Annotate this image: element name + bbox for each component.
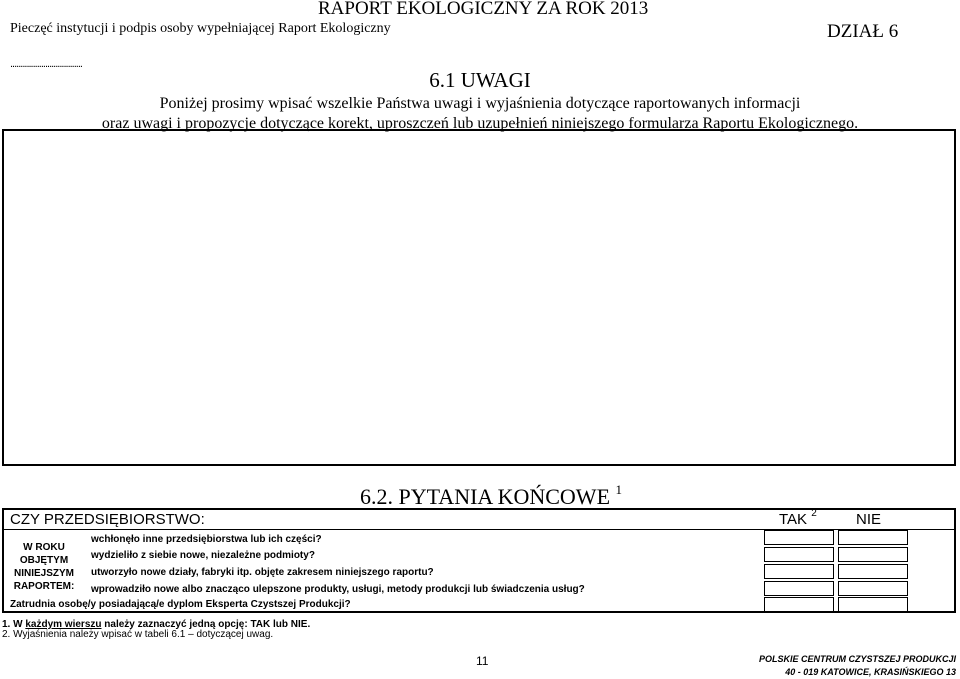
section-1-instruction-line1: Poniżej prosimy wpisać wszelkie Państwa uwagi i wyjaśnienia dotyczące raportowanych informacji	[159, 95, 801, 112]
stamp-label: Pieczęć instytucji i podpis osoby wypełniającej Raport Ekologiczny	[10, 21, 391, 36]
footnote-2: 2. Wyjaśnienia należy wpisać w tabeli 6.1 – dotyczącej uwag.	[2, 629, 274, 640]
table-header-yes-text: TAK	[779, 511, 808, 528]
checkbox-yes-3[interactable]	[764, 564, 834, 579]
checkbox-no-2[interactable]	[838, 547, 908, 562]
report-title: RAPORT EKOLOGICZNY ZA ROK 2013	[318, 0, 649, 19]
question-cp-expert: Zatrudnia osobę/y posiadającą/e dyplom Eksperta Czystszej Produkcji?	[10, 599, 351, 610]
question-spun-off: wydzieliło z siebie nowe, niezależne podmioty?	[91, 550, 315, 561]
section-2-title-text: 6.2. PYTANIA KOŃCOWE	[360, 484, 611, 509]
section-1-instruction-line2: oraz uwagi i propozycje dotyczące korekt, uproszczeń lub uzupełnień niniejszego formularza Raportu Ekologicznego.	[101, 115, 859, 132]
row-group-label-line: W ROKU	[23, 542, 65, 553]
footnote-1-suffix: należy zaznaczyć jedną opcję: TAK lub NIE.	[101, 619, 311, 630]
table-header-no: NIE	[856, 511, 882, 528]
organization-name: POLSKIE CENTRUM CZYSTSZEJ PRODUKCJI	[758, 654, 956, 664]
footnote-1-emphasis: każdym wierszu	[25, 619, 102, 630]
question-new-departments: utworzyło nowe działy, fabryki itp. objęte zakresem niniejszego raportu?	[91, 567, 434, 578]
checkbox-no-4[interactable]	[838, 581, 908, 596]
row-group-label-line: NINIEJSZYM	[13, 568, 74, 579]
question-absorbed: wchłonęło inne przedsiębiorstwa lub ich części?	[91, 534, 322, 545]
section-1-title: 6.1 UWAGI	[429, 68, 531, 92]
checkbox-no-1[interactable]	[838, 530, 908, 545]
footnote-ref-2: 2	[811, 508, 817, 519]
checkbox-yes-5[interactable]	[764, 597, 834, 612]
page-number: 11	[476, 654, 489, 668]
checkbox-no-5[interactable]	[838, 597, 908, 612]
checkbox-no-3[interactable]	[838, 564, 908, 579]
organization-address: 40 - 019 KATOWICE, KRASIŃSKIEGO 13	[785, 667, 956, 677]
checkbox-yes-2[interactable]	[764, 547, 834, 562]
organization-footer	[759, 653, 956, 679]
row-group-label-line: OBJĘTYM	[19, 555, 69, 566]
question-new-products: wprowadziło nowe albo znacząco ulepszone produkty, usługi, metody produkcji lub świadczenia usług?	[91, 584, 585, 595]
table-header-yes	[779, 508, 817, 528]
checkbox-yes-1[interactable]	[764, 530, 834, 545]
checkbox-yes-4[interactable]	[764, 581, 834, 596]
signature-line: ...................................	[10, 58, 82, 70]
footnote-ref-1: 1	[615, 482, 623, 497]
remarks-textarea[interactable]	[2, 129, 956, 466]
row-group-label-line: RAPORTEM:	[13, 581, 75, 592]
section-2-title	[360, 484, 622, 510]
table-header-question: CZY PRZEDSIĘBIORSTWO:	[10, 511, 205, 528]
footnote-1-prefix: 1. W	[2, 619, 26, 630]
row-group-label	[4, 541, 84, 593]
section-label: DZIAŁ 6	[827, 21, 899, 42]
